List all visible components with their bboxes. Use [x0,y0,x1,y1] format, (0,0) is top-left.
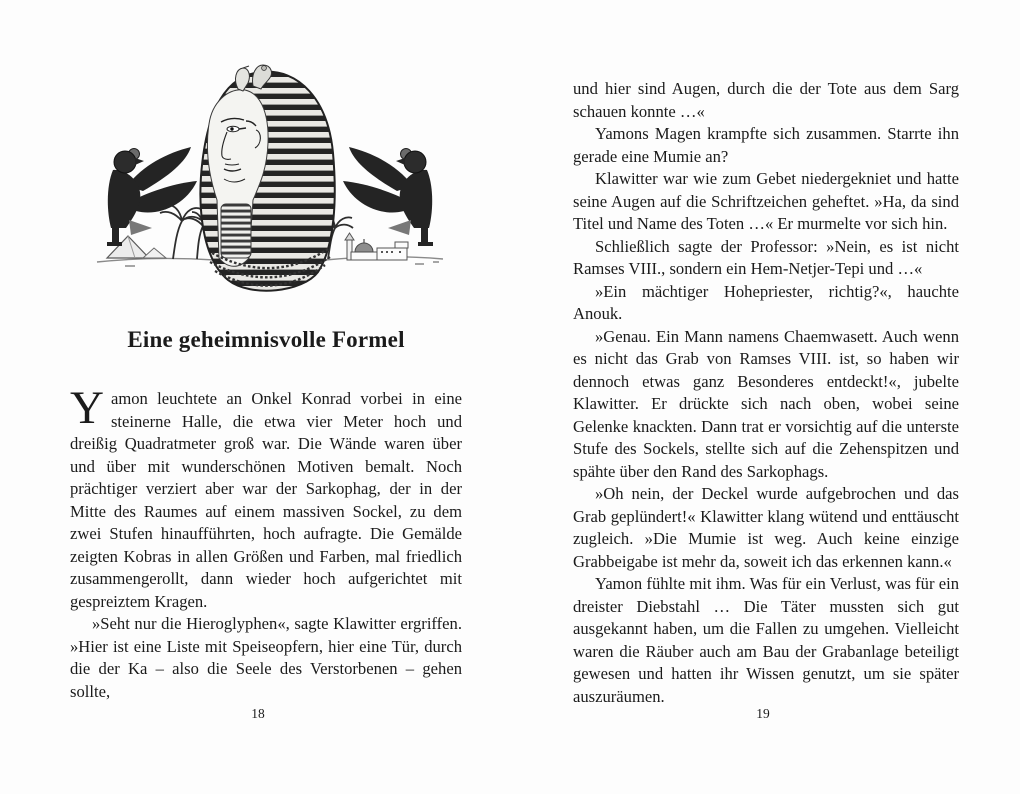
drop-cap: Y [70,382,104,434]
paragraph: »Seht nur die Hieroglyphen«, sagte Klawitter ergriffen. »Hier ist eine Liste mit Speiseopfern, hier eine Tür, durch die der Ka – also die Seele des Verstorbenen – gehen sollte, [70,614,462,701]
paragraph [70,382,462,613]
paragraph: Yamons Magen krampfte sich zusammen. Starrte ihn gerade eine Mumie an? [573,124,959,166]
paragraph: Schließlich sagte der Professor: »Nein, es ist nicht Ramses VIII., sondern ein Hem-Netjer-Tepi und …« [573,236,959,278]
paragraph: Klawitter war wie zum Gebet niedergekniet und hatte seine Augen auf die Schriftzeichen geheftet. »Ha, da sind Titel und Name des Toten …« Er murmelte vor sich hin. [573,169,959,233]
paragraph-text: amon leuchtete an Onkel Konrad vorbei in eine steinerne Halle, die etwa vier Meter hoch und dreißig Quadratmeter groß war. Die Wände waren über und über mit wunderschönen Motiven bemalt. Noch prächtiger verziert aber war der Sarkophag, der in der Mitte des Raumes auf einem massiven Sockel, zu dem zwei Stufen hinaufführten, hoch aufragte. Die Gemälde zeigten Kobras in allen Größen und Farben, mal friedlich zusammengerollt, dann wieder hoch aufgerichtet mit gespreiztem Kragen. [70,389,462,611]
paragraph: Yamon fühlte mit ihm. Was für ein Verlust, was für ein dreister Diebstahl … Die Täter mussten sich gut ausgekannt haben, um die Fallen zu umgehen. Vielleicht waren die Räuber auch am Bau der Grabanlage beteiligt gewesen und hatten ihr Wissen genutzt, um sie später auszuräumen. [573,574,959,706]
right-page-text-column [573,78,959,708]
paragraph: und hier sind Augen, durch die der Tote aus dem Sarg schauen konnte …« [573,79,959,121]
paragraph: »Ein mächtiger Hohepriester, richtig?«, hauchte Anouk. [573,281,959,323]
pharaoh-death-mask [200,65,334,291]
page-number-left: 18 [251,706,265,721]
paragraph: »Oh nein, der Deckel wurde aufgebrochen und das Grab geplündert!« Klawitter klang wütend und enttäuscht zugleich. »Die Mumie ist weg. Auch keine einzige Grabbeigabe ist mehr da, soweit ich das erkennen kann.« [573,484,959,571]
left-page-text-column [70,382,462,703]
page-number-right: 19 [756,706,770,721]
mask-lappet [221,204,251,258]
horus-bird-right-icon [343,147,433,246]
chapter-title: Eine geheimnisvolle Formel [127,327,405,352]
paragraph: »Genau. Ein Mann namens Chaemwasett. Auch wenn es nicht das Grab von Ramses VIII. ist, so haben wir dennoch etwas ganz Besonderes entdeckt!«, jubelte Klawitter. Er drückte sich nach oben, wobei seine Gelenke knackten. Dann trat er vorsichtig auf die unterste Stufe des Sockels, stellte sich auf die Zehenspitzen und spähte über den Rand des Sarkophags. [573,326,959,481]
egyptian-vignette-illustration [85,58,455,298]
horus-bird-left-icon [107,147,197,246]
mosque-skyline [345,233,408,260]
